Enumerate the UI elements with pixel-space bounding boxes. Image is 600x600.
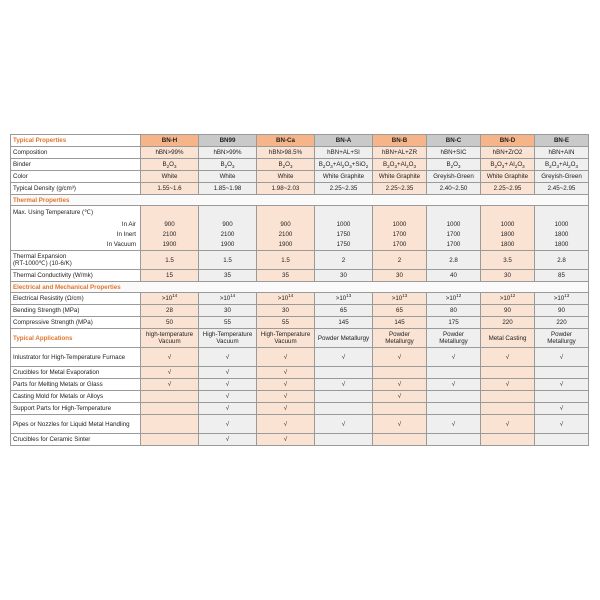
application-check: √ (373, 391, 427, 403)
resistivity-value (199, 293, 257, 305)
application-check: √ (199, 415, 257, 434)
resistivity-exponent: 13 (564, 292, 570, 298)
composition-row-value: hBN+SIC (427, 147, 481, 159)
composition-row-value: hBN+AL+SI (315, 147, 373, 159)
in-vacuum-value: 1900 (278, 241, 293, 248)
density-row-value: 2.25~2.95 (481, 183, 535, 195)
thermal-expansion-value: 3.5 (481, 251, 535, 270)
application-check: √ (535, 403, 589, 415)
application-type: Powder Metallurgy (535, 329, 589, 348)
application-check: √ (427, 415, 481, 434)
bending-strength-row-value: 90 (535, 305, 589, 317)
in-vacuum-value: 1900 (220, 241, 235, 248)
application-check (141, 391, 199, 403)
in-inert-value: 1800 (554, 231, 569, 238)
application-check (315, 391, 373, 403)
compressive-strength-row-value: 50 (141, 317, 199, 329)
color-row-value: White (141, 171, 199, 183)
application-check (427, 391, 481, 403)
color-row-value: White (257, 171, 315, 183)
thermal-expansion-value: 1.5 (257, 251, 315, 270)
max-temp-label (11, 206, 141, 251)
max-temp-title: Max. Using Temperature (℃) (13, 209, 94, 216)
composition-row-value: hBN+AL+ZR (373, 147, 427, 159)
spacer (481, 206, 534, 220)
application-check: √ (373, 348, 427, 367)
section-electrical-mechanical: Electrical and Mechanical Properties (11, 282, 589, 293)
compressive-strength-row-label: Compressive Strength (MPa) (11, 317, 141, 329)
resistivity-value (535, 293, 589, 305)
application-check (141, 403, 199, 415)
resistivity-base: >10 (277, 295, 289, 302)
binder-value: $B_2O_3+Al_2O_3+SiO_2$ (315, 159, 373, 171)
composition-row-label: Composition (11, 147, 141, 159)
max-temp-values (535, 206, 589, 251)
in-inert-label: In Inert (116, 231, 136, 238)
application-label: Crucibles for Ceramic Sinter (11, 434, 141, 446)
spacer (141, 206, 198, 220)
application-check: √ (373, 379, 427, 391)
application-type: high-temperature Vacuum (141, 329, 199, 348)
application-type: High-Temperature Vacuum (257, 329, 315, 348)
thermal-conductivity-row-value: 35 (199, 270, 257, 282)
thermal-expansion-value: 2 (373, 251, 427, 270)
application-check: √ (141, 367, 199, 379)
binder-value: $B_2O_3+Al_2O_3$ (535, 159, 589, 171)
thermal-expansion-value: 2.8 (427, 251, 481, 270)
binder-row-label: Binder (11, 159, 141, 171)
in-vacuum-value: 1800 (500, 241, 515, 248)
column-header-bn-h: BN-H (141, 135, 199, 147)
section-typical-applications: Typical Applications (11, 329, 141, 348)
bending-strength-row-value: 80 (427, 305, 481, 317)
application-label: Inlustrator for High-Temperature Furnace (11, 348, 141, 367)
thermal-expansion-row (11, 251, 589, 270)
application-check (315, 403, 373, 415)
bending-strength-row (11, 305, 589, 317)
application-check: √ (373, 415, 427, 434)
in-air-value: 1000 (446, 221, 461, 228)
application-check (481, 403, 535, 415)
binder-value: $B_2O_3+ Al_2O_3$ (481, 159, 535, 171)
in-air-value: 900 (222, 221, 233, 228)
properties-table (10, 134, 589, 446)
application-type: Metal Casting (481, 329, 535, 348)
thermal-expansion-value: 1.5 (141, 251, 199, 270)
resistivity-exponent: 12 (456, 292, 462, 298)
max-temp-value-stack (481, 206, 534, 250)
thermal-conductivity-row-value: 30 (373, 270, 427, 282)
compressive-strength-row-value: 175 (427, 317, 481, 329)
composition-row-value: hBN+ZrO2 (481, 147, 535, 159)
application-type: High-Temperature Vacuum (199, 329, 257, 348)
application-check: √ (481, 348, 535, 367)
application-check: √ (481, 379, 535, 391)
resistivity-value (427, 293, 481, 305)
max-temp-value-stack (199, 206, 256, 250)
max-temp-value-stack (141, 206, 198, 250)
color-row-label: Color (11, 171, 141, 183)
spacer (315, 206, 372, 220)
thermal-conductivity-row-value: 40 (427, 270, 481, 282)
application-check: √ (141, 379, 199, 391)
in-vacuum-value: 1750 (336, 241, 351, 248)
binder-value: $B_2O_3+Al_2O_3$ (373, 159, 427, 171)
density-row-value: 2.45~2.95 (535, 183, 589, 195)
in-air-value: 900 (164, 221, 175, 228)
application-check (427, 434, 481, 446)
max-temp-values (141, 206, 199, 251)
in-inert-value: 1750 (336, 231, 351, 238)
thermal-conductivity-row-value: 35 (257, 270, 315, 282)
application-check: √ (257, 391, 315, 403)
application-check: √ (199, 434, 257, 446)
application-check: √ (141, 348, 199, 367)
binder-row (11, 159, 589, 171)
color-row (11, 171, 589, 183)
in-inert-value: 1800 (500, 231, 515, 238)
color-row-value: Greyish-Green (535, 171, 589, 183)
thermal-conductivity-row-value: 85 (535, 270, 589, 282)
in-air-value: 1000 (500, 221, 515, 228)
application-label: Casting Mold for Metals or Alloys (11, 391, 141, 403)
thermal-expansion-value: 2.8 (535, 251, 589, 270)
resistivity-value (315, 293, 373, 305)
max-temp-values (257, 206, 315, 251)
thermal-expansion-value: 1.5 (199, 251, 257, 270)
compressive-strength-row-value: 55 (257, 317, 315, 329)
application-label: Support Parts for High-Temperature (11, 403, 141, 415)
density-row-value: 2.25~2.35 (315, 183, 373, 195)
max-temp-values (427, 206, 481, 251)
application-check (315, 367, 373, 379)
spacer (199, 206, 256, 220)
max-temp-values (315, 206, 373, 251)
density-row-value: 1.85~1.98 (199, 183, 257, 195)
binder-value: $B_2O_3$ (141, 159, 199, 171)
in-air-value: 1000 (554, 221, 569, 228)
application-check: √ (315, 415, 373, 434)
in-inert-value: 2100 (162, 231, 177, 238)
compressive-strength-row-value: 220 (535, 317, 589, 329)
application-row (11, 434, 589, 446)
application-label: Crucibles for Metal Evaporation (11, 367, 141, 379)
in-vacuum-value: 1800 (554, 241, 569, 248)
application-row (11, 391, 589, 403)
density-row-label: Typical Density (g/cm³) (11, 183, 141, 195)
spacer (373, 206, 426, 220)
column-header-bn-a: BN-A (315, 135, 373, 147)
resistivity-base: >10 (391, 295, 403, 302)
application-check: √ (199, 391, 257, 403)
application-check (141, 415, 199, 434)
application-check: √ (257, 379, 315, 391)
in-vacuum-value: 1700 (392, 241, 407, 248)
application-check: √ (257, 403, 315, 415)
density-row-value: 2.40~2.50 (427, 183, 481, 195)
max-temp-value-stack (535, 206, 588, 250)
resistivity-base: >10 (161, 295, 173, 302)
application-check (141, 434, 199, 446)
application-type: Powder Metallurgy (373, 329, 427, 348)
in-air-label: In Air (121, 221, 136, 228)
composition-row (11, 147, 589, 159)
max-temp-value-stack (427, 206, 480, 250)
bending-strength-row-value: 30 (257, 305, 315, 317)
section-typical-properties: Typical Properties (11, 135, 141, 147)
compressive-strength-row-value: 145 (373, 317, 427, 329)
application-check: √ (481, 415, 535, 434)
application-check: √ (257, 434, 315, 446)
application-row (11, 379, 589, 391)
bending-strength-row-value: 28 (141, 305, 199, 317)
in-air-value: 900 (280, 221, 291, 228)
color-row-value: White Graphite (315, 171, 373, 183)
resistivity-exponent: 14 (288, 292, 294, 298)
max-temp-values (373, 206, 427, 251)
resistivity-exponent: 13 (346, 292, 352, 298)
resistivity-label: Electrical Resistity (Ω/cm) (11, 293, 141, 305)
application-check: √ (315, 348, 373, 367)
resistivity-exponent: 14 (172, 292, 178, 298)
column-header-bn-ca: BN-Ca (257, 135, 315, 147)
resistivity-value (373, 293, 427, 305)
in-air-value: 1000 (336, 221, 351, 228)
application-check (535, 434, 589, 446)
max-temp-values (199, 206, 257, 251)
density-row-value: 1.55~1.6 (141, 183, 199, 195)
compressive-strength-row-value: 220 (481, 317, 535, 329)
application-check: √ (315, 379, 373, 391)
composition-row-value: hBN>99% (141, 147, 199, 159)
in-vacuum-value: 1900 (162, 241, 177, 248)
applications-header-row (11, 329, 589, 348)
section-thermal-properties: Thermal Properties (11, 195, 589, 206)
header-row (11, 135, 589, 147)
composition-row-value: hBN>98.5% (257, 147, 315, 159)
resistivity-value (481, 293, 535, 305)
bending-strength-row-label: Bending Strength (MPa) (11, 305, 141, 317)
max-temp-row (11, 206, 589, 251)
column-header-bn-e: BN-E (535, 135, 589, 147)
application-check (481, 391, 535, 403)
in-inert-value: 1700 (392, 231, 407, 238)
in-inert-value: 2100 (278, 231, 293, 238)
max-temp-value-stack (315, 206, 372, 250)
composition-row-value: hBN+AIN (535, 147, 589, 159)
binder-value: $B_2O_3$ (427, 159, 481, 171)
bending-strength-row-value: 90 (481, 305, 535, 317)
binder-value: $B_2O_3$ (257, 159, 315, 171)
application-check: √ (199, 403, 257, 415)
max-temp-value-stack (373, 206, 426, 250)
application-row (11, 415, 589, 434)
compressive-strength-row-value: 145 (315, 317, 373, 329)
color-row-value: White Graphite (373, 171, 427, 183)
properties-sheet (10, 134, 588, 446)
application-check: √ (257, 415, 315, 434)
spacer (535, 206, 588, 220)
color-row-value: White (199, 171, 257, 183)
column-header-bn-d: BN-D (481, 135, 535, 147)
application-row (11, 367, 589, 379)
application-check (373, 434, 427, 446)
application-check (481, 367, 535, 379)
resistivity-exponent: 12 (510, 292, 516, 298)
max-temp-label-stack (11, 206, 140, 250)
in-vacuum-label: In Vacuum (106, 241, 136, 248)
application-row (11, 403, 589, 415)
application-row (11, 348, 589, 367)
thermal-conductivity-row-value: 30 (481, 270, 535, 282)
application-check (535, 391, 589, 403)
application-type: Powder Metallurgy (315, 329, 373, 348)
binder-value: $B_2O_3$ (199, 159, 257, 171)
resistivity-base: >10 (335, 295, 347, 302)
thermal-expansion-line2: (RT-1000℃) (10-6/K) (13, 260, 72, 267)
density-row-value: 1.98~2.03 (257, 183, 315, 195)
application-check (373, 367, 427, 379)
bending-strength-row-value: 65 (373, 305, 427, 317)
application-label: Pipes or Nozzles for Liquid Metal Handling (11, 415, 141, 434)
application-check: √ (535, 348, 589, 367)
resistivity-exponent: 14 (230, 292, 236, 298)
spacer (257, 206, 314, 220)
in-inert-value: 2100 (220, 231, 235, 238)
thermal-expansion-value: 2 (315, 251, 373, 270)
density-row (11, 183, 589, 195)
column-header-bn-b: BN-B (373, 135, 427, 147)
section-row (11, 282, 589, 293)
max-temp-values (481, 206, 535, 251)
max-temp-value-stack (257, 206, 314, 250)
resistivity-exponent: 13 (402, 292, 408, 298)
color-row-value: Greyish-Green (427, 171, 481, 183)
thermal-conductivity-row (11, 270, 589, 282)
application-type: Powder Metallurgy (427, 329, 481, 348)
application-check (373, 403, 427, 415)
application-check (315, 434, 373, 446)
resistivity-row (11, 293, 589, 305)
thermal-conductivity-row-label: Thermal Conductivity (W/mk) (11, 270, 141, 282)
thermal-expansion-label (11, 251, 141, 270)
application-check: √ (257, 348, 315, 367)
in-inert-value: 1700 (446, 231, 461, 238)
resistivity-base: >10 (553, 295, 565, 302)
column-header-bn-c: BN-C (427, 135, 481, 147)
application-check (427, 367, 481, 379)
application-check (481, 434, 535, 446)
column-header-bn99: BN99 (199, 135, 257, 147)
thermal-conductivity-row-value: 30 (315, 270, 373, 282)
resistivity-base: >10 (445, 295, 457, 302)
composition-row-value: hBN>99% (199, 147, 257, 159)
resistivity-value (257, 293, 315, 305)
bending-strength-row-value: 30 (199, 305, 257, 317)
bending-strength-row-value: 65 (315, 305, 373, 317)
application-check: √ (199, 367, 257, 379)
in-vacuum-value: 1700 (446, 241, 461, 248)
application-label: Parts for Melting Metals or Glass (11, 379, 141, 391)
section-row (11, 195, 589, 206)
spacer (427, 206, 480, 220)
application-check: √ (199, 348, 257, 367)
compressive-strength-row-value: 55 (199, 317, 257, 329)
resistivity-base: >10 (499, 295, 511, 302)
compressive-strength-row (11, 317, 589, 329)
application-check: √ (257, 367, 315, 379)
application-check: √ (535, 415, 589, 434)
thermal-conductivity-row-value: 15 (141, 270, 199, 282)
resistivity-base: >10 (219, 295, 231, 302)
application-check: √ (427, 379, 481, 391)
application-check (535, 367, 589, 379)
application-check: √ (427, 348, 481, 367)
resistivity-value (141, 293, 199, 305)
color-row-value: White Graphite (481, 171, 535, 183)
thermal-expansion-line1: Thermal Expansion (13, 253, 67, 260)
density-row-value: 2.25~2.35 (373, 183, 427, 195)
in-air-value: 1000 (392, 221, 407, 228)
application-check: √ (199, 379, 257, 391)
application-check (427, 403, 481, 415)
application-check: √ (535, 379, 589, 391)
